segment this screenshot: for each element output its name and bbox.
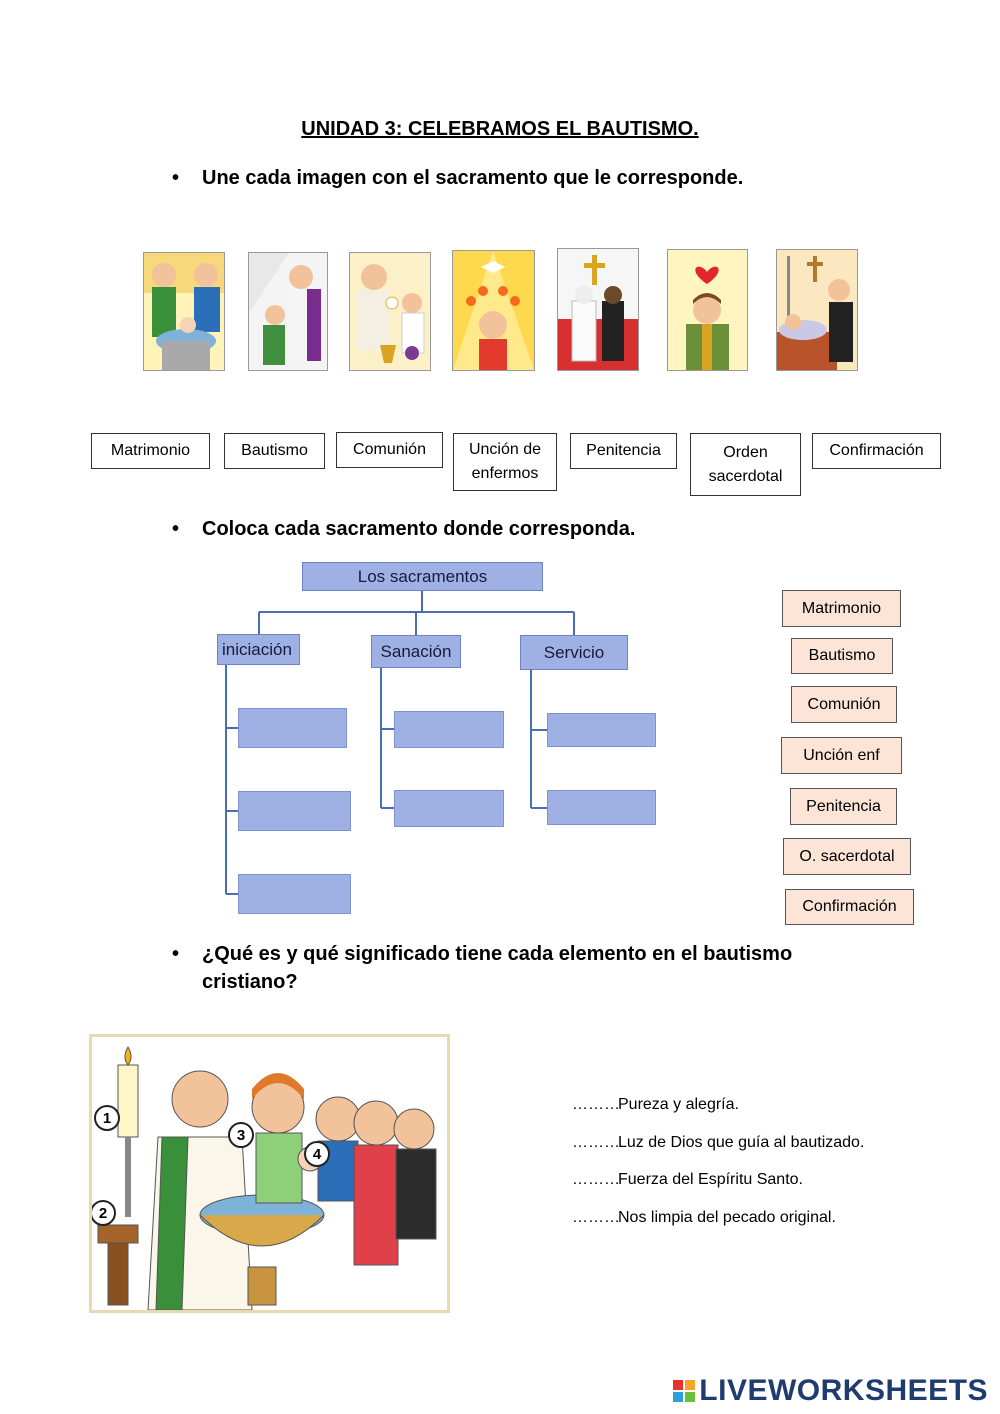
marker-label: 4 [312, 1145, 322, 1163]
answer-text: Nos limpia del pecado original. [618, 1209, 836, 1226]
word-label: Penitencia [586, 442, 661, 459]
chip-comunion[interactable] [791, 686, 897, 723]
answer-line-3[interactable] [572, 1171, 803, 1189]
chip-orden-sacerdotal[interactable] [783, 838, 911, 875]
word-label: enfermos [471, 465, 539, 482]
word-label: Confirmación [829, 442, 924, 459]
instruction-1-text: Une cada imagen con el sacramento que le corresponde. [202, 167, 744, 189]
group-label: iniciación [222, 639, 292, 659]
baptism-ceremony-icon [92, 1037, 447, 1310]
word-label: Orden [723, 443, 768, 461]
marker-label: 1 [102, 1109, 112, 1127]
answer-blank[interactable]: ……… [572, 1209, 620, 1226]
marker-1 [94, 1105, 120, 1131]
word-label: Bautismo [241, 442, 308, 459]
chip-confirmacion[interactable] [785, 889, 914, 925]
liveworksheets-mark-icon [673, 1380, 695, 1402]
baptism-illustration [89, 1034, 450, 1313]
chip-label: Comunión [807, 695, 881, 713]
chip-uncion[interactable] [781, 737, 902, 774]
drop-slot-servicio-2[interactable] [547, 790, 656, 825]
answer-line-1[interactable] [572, 1096, 739, 1114]
chip-matrimonio[interactable] [782, 590, 901, 627]
chip-label: Penitencia [806, 797, 881, 815]
word-label: Matrimonio [110, 442, 191, 459]
diagram-root-node [302, 562, 543, 591]
answer-blank[interactable]: ……… [572, 1134, 620, 1151]
question-3-text: ¿Qué es y qué significado tiene cada elemento en el bautismo cristiano? [202, 943, 793, 993]
marker-3 [228, 1122, 254, 1148]
group-label: Servicio [543, 642, 605, 662]
chip-label: Bautismo [808, 647, 876, 664]
answer-text: Fuerza del Espíritu Santo. [618, 1171, 803, 1188]
chip-penitencia[interactable] [790, 788, 897, 825]
bullet-icon: • [172, 518, 180, 540]
logo-text: LIVEWORKSHEETS [699, 1374, 988, 1407]
drop-slot-iniciacion-3[interactable] [238, 874, 351, 914]
drop-slot-sanacion-2[interactable] [394, 790, 504, 827]
chip-label: Matrimonio [801, 599, 882, 617]
word-label: Unción de [468, 441, 542, 458]
drop-slot-iniciacion-2[interactable] [238, 791, 351, 831]
answer-line-2[interactable] [572, 1134, 864, 1152]
instruction-2-text: Coloca cada sacramento donde corresponda. [202, 518, 636, 540]
marker-label: 2 [98, 1204, 108, 1222]
chip-label: Unción enf [803, 746, 880, 764]
page-title: UNIDAD 3: CELEBRAMOS EL BAUTISMO. [301, 118, 699, 140]
drop-slot-iniciacion-1[interactable] [238, 708, 347, 748]
word-label: sacerdotal [708, 467, 783, 485]
diagram-group-servicio [520, 635, 628, 670]
group-label: Sanación [380, 641, 452, 661]
marker-2 [90, 1200, 116, 1226]
answer-text: Luz de Dios que guía al bautizado. [618, 1134, 865, 1151]
chip-label: Confirmación [802, 898, 897, 915]
bullet-icon: • [172, 167, 180, 189]
bullet-icon: • [172, 943, 180, 965]
answer-blank[interactable]: ……… [572, 1096, 620, 1113]
answer-text: Pureza y alegría. [618, 1096, 739, 1113]
word-label: Comunión [353, 441, 426, 458]
diagram-group-sanacion [371, 635, 461, 668]
marker-4 [304, 1141, 330, 1167]
diagram-group-iniciacion [217, 634, 300, 665]
drop-slot-servicio-1[interactable] [547, 713, 656, 747]
diagram-root-label: Los sacramentos [357, 566, 488, 586]
drop-slot-sanacion-1[interactable] [394, 711, 504, 748]
marker-label: 3 [236, 1126, 246, 1144]
answer-line-4[interactable] [572, 1209, 836, 1227]
chip-label: O. sacerdotal [799, 847, 895, 865]
liveworksheets-logo[interactable] [673, 1374, 988, 1408]
answer-blank[interactable]: ……… [572, 1171, 620, 1188]
chip-bautismo[interactable] [791, 638, 893, 674]
